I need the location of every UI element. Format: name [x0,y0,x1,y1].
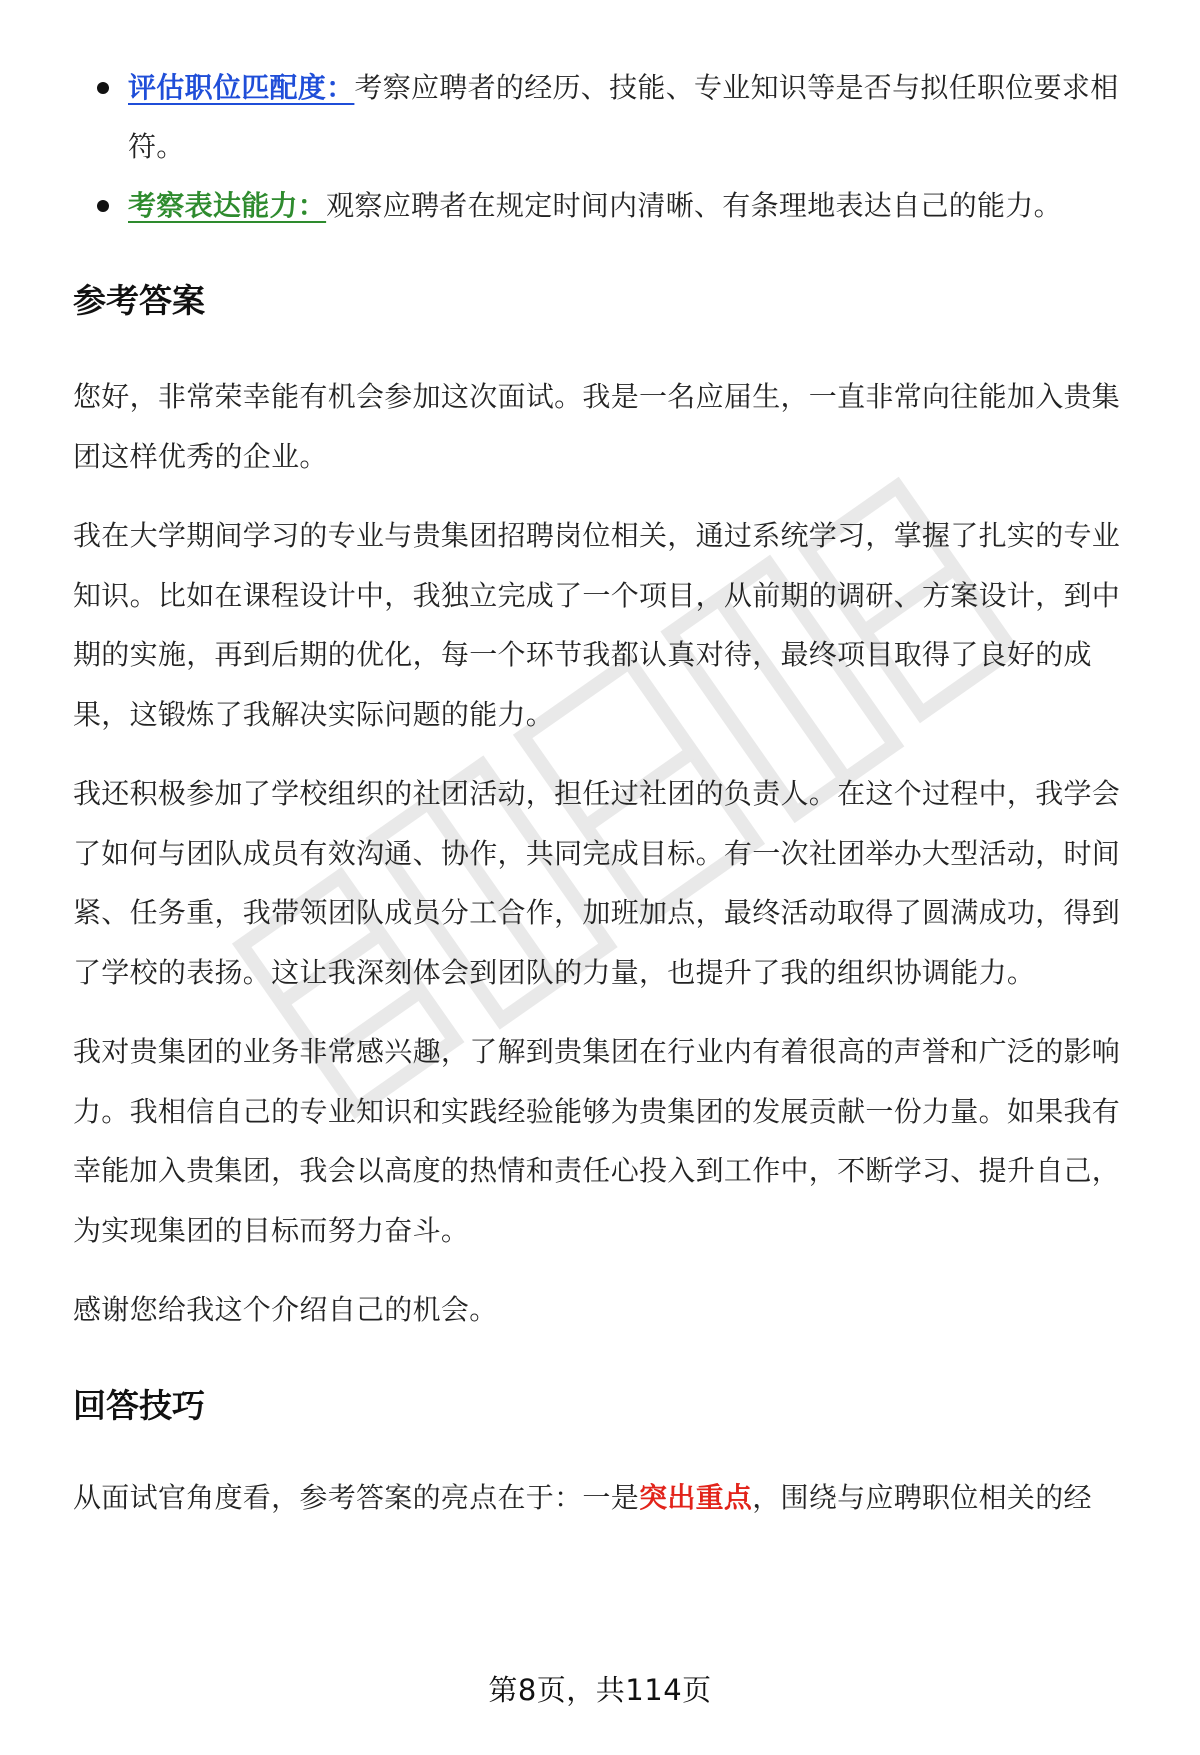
bullet-dot-icon [97,200,109,212]
criterion-text: 观察应聘者在规定时间内清晰、有条理地表达自己的能力。 [326,189,1062,222]
page-number: 第8页，共114页 [488,1673,712,1707]
answer-paragraph: 我还积极参加了学校组织的社团活动，担任过社团的负责人。在这个过程中，我学会了如何与团队成员有效沟通、协作，共同完成目标。有一次社团举办大型活动，时间紧、任务重，我带领团队成员分工合作，加班加点，最终活动取得了圆满成功，得到了学校的表扬。这让我深刻体会到团队的力量，也提升了我的组织协调能力。 [73,777,1121,989]
criteria-list [73,58,1143,235]
criterion-term: 考察表达能力： [128,189,327,222]
answer-paragraph: 您好，非常荣幸能有机会参加这次面试。我是一名应届生，一直非常向往能加入贵集团这样优秀的企业。 [73,380,1121,473]
tips-text-before: 从面试官角度看，参考答案的亮点在于：一是 [73,1480,640,1514]
section-heading-answer: 参考答案 [73,281,205,320]
content [73,58,1143,1527]
answer-paragraph: 我在大学期间学习的专业与贵集团招聘岗位相关，通过系统学习，掌握了扎实的专业知识。比如在课程设计中，我独立完成了一个项目，从前期的调研、方案设计，到中期的实施，再到后期的优化，每一个环节我都认真对待，最终项目取得了良好的成果，这锻炼了我解决实际问题的能力。 [73,519,1121,731]
tips-text-after: ，围绕与应聘职位相关的经 [752,1480,1092,1514]
section-heading-tips: 回答技巧 [73,1385,205,1425]
answer-paragraph: 感谢您给我这个介绍自己的机会。 [73,1293,498,1326]
tips-highlight: 突出重点 [639,1480,753,1514]
criterion-text: 考察应聘者的经历、技能、专业知识等是否与拟任职位要求相符。 [128,71,1119,163]
tips-paragraph [73,1468,1143,1528]
criterion-term: 评估职位匹配度： [128,71,355,104]
list-item [73,58,1143,176]
answer-paragraph: 我对贵集团的业务非常感兴趣，了解到贵集团在行业内有着很高的声誉和广泛的影响力。我相信自己的专业知识和实践经验能够为贵集团的发展贡献一份力量。如果我有幸能加入贵集团，我会以高度的热情和责任心投入到工作中，不断学习、提升自己，为实现集团的目标而努力奋斗。 [73,1035,1121,1247]
bullet-dot-icon [97,82,109,94]
list-item [73,176,1143,235]
